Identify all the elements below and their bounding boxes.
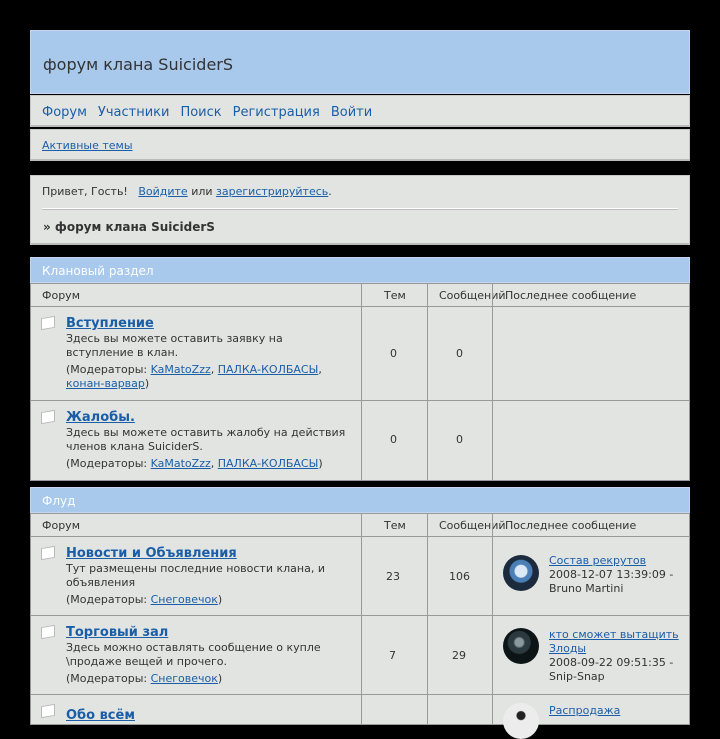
column-headers	[30, 513, 690, 537]
mods-suffix: )	[144, 377, 150, 390]
mods-prefix: (Модераторы:	[66, 457, 151, 470]
moderator-link[interactable]: ПАЛКА-КОЛБАСЫ	[217, 363, 319, 376]
forum-description	[66, 426, 346, 471]
forum-description	[66, 562, 346, 607]
or-text: или	[191, 185, 213, 198]
column-headers	[30, 283, 690, 307]
forum-link[interactable]: Торговый зал	[66, 625, 169, 640]
moderator-link[interactable]: конан-варвар	[66, 377, 145, 390]
last-post-link[interactable]: кто сможет вытащить Злоды	[549, 628, 679, 655]
last-post-meta: 2008-12-07 13:39:09 - Bruno Martini	[549, 568, 674, 595]
mods-prefix: (Модераторы:	[66, 672, 151, 685]
nav-members-link[interactable]: Участники	[97, 105, 170, 120]
nav-search-link[interactable]: Поиск	[180, 105, 222, 120]
forum-link[interactable]: Жалобы.	[66, 410, 135, 425]
moderator-link[interactable]: KaMatoZzz	[150, 363, 211, 376]
forum-row	[30, 401, 690, 481]
greeting: Привет, Гость!	[42, 185, 128, 198]
post-count: 29	[452, 649, 466, 662]
forum-status-icon	[41, 625, 55, 639]
category-header	[30, 257, 690, 283]
moderators: (Модераторы: KaMatoZzz, ПАЛКА-КОЛБАСЫ)	[66, 457, 323, 470]
main-nav	[30, 95, 690, 127]
mods-prefix: (Модераторы:	[66, 593, 151, 606]
col-posts: Сообщений	[439, 519, 506, 532]
forum-desc-text: Здесь можно оставлять сообщение о купле \продаже вещей и прочего.	[66, 641, 321, 668]
avatar[interactable]	[503, 555, 539, 591]
forum-link[interactable]: Новости и Объявления	[66, 546, 237, 561]
forum-link[interactable]: Обо всём	[66, 708, 135, 723]
topic-count: 7	[389, 649, 396, 662]
moderators	[66, 672, 346, 686]
forum-row	[30, 616, 690, 695]
moderator-link[interactable]: ПАЛКА-КОЛБАСЫ	[217, 457, 319, 470]
divider	[42, 208, 678, 210]
forum-header	[30, 30, 690, 94]
mods-suffix: )	[217, 593, 223, 606]
welcome-box	[30, 175, 690, 245]
nav-register-link[interactable]: Регистрация	[232, 105, 320, 120]
welcome-text	[42, 185, 332, 198]
forum-desc-text: Тут размещены последние новости клана, и объявления	[66, 562, 325, 589]
avatar[interactable]	[503, 628, 539, 664]
forum-description	[66, 332, 346, 391]
last-post	[549, 628, 689, 684]
post-count: 106	[449, 570, 470, 583]
moderators	[66, 593, 346, 607]
forum-status-icon	[41, 704, 55, 718]
category-clan	[30, 257, 690, 481]
sub-nav	[30, 129, 690, 161]
col-topics: Тем	[384, 289, 406, 302]
mods-suffix: )	[217, 672, 223, 685]
nav-forum-link[interactable]: Форум	[42, 105, 87, 120]
mods-prefix: (Модераторы:	[66, 363, 151, 376]
forum-status-icon	[41, 316, 55, 330]
forum-desc-text: Здесь вы можете оставить жалобу на действия членов клана SuiciderS.	[66, 426, 346, 453]
breadcrumb: » форум клана SuiciderS	[43, 220, 215, 234]
forum-row	[30, 695, 690, 725]
category-title: Клановый раздел	[42, 264, 154, 278]
post-count: 0	[456, 347, 463, 360]
moderators: (Модераторы: KaMatoZzz, ПАЛКА-КОЛБАСЫ, конан-варвар)	[66, 363, 322, 390]
category-header	[30, 487, 690, 513]
col-last: Последнее сообщение	[505, 519, 637, 532]
last-post-meta: 2008-09-22 09:51:35 - Snip-Snap	[549, 656, 674, 683]
forum-row	[30, 537, 690, 616]
greeting-end: .	[328, 185, 332, 198]
category-title: Флуд	[42, 494, 76, 508]
nav-login-link[interactable]: Войти	[330, 105, 373, 120]
active-topics-link[interactable]: Активные темы	[42, 139, 133, 152]
register-link[interactable]: зарегистрируйтесь	[216, 185, 329, 198]
last-post-link[interactable]: Распродажа	[549, 704, 621, 717]
col-forum: Форум	[42, 289, 80, 302]
last-post-link[interactable]: Состав рекрутов	[549, 554, 647, 567]
forum-row	[30, 307, 690, 401]
category-flood	[30, 487, 690, 723]
last-post	[549, 704, 689, 718]
mods-suffix: )	[318, 457, 323, 470]
col-forum: Форум	[42, 519, 80, 532]
forum-status-icon	[41, 410, 55, 424]
post-count: 0	[456, 433, 463, 446]
moderator-link[interactable]: Снеговечок	[150, 593, 218, 606]
login-link[interactable]: Войдите	[138, 185, 188, 198]
col-posts: Сообщений	[439, 289, 506, 302]
forum-title: форум клана SuiciderS	[43, 55, 234, 74]
moderator-link[interactable]: KaMatoZzz	[150, 457, 211, 470]
col-topics: Тем	[384, 519, 406, 532]
topic-count: 0	[390, 433, 397, 446]
avatar[interactable]	[503, 703, 539, 739]
topic-count: 23	[386, 570, 400, 583]
forum-desc-text: Здесь вы можете оставить заявку на вступление в клан.	[66, 332, 283, 359]
topic-count: 0	[390, 347, 397, 360]
col-last: Последнее сообщение	[505, 289, 637, 302]
last-post	[549, 554, 689, 596]
forum-status-icon	[41, 546, 55, 560]
forum-description	[66, 641, 346, 686]
forum-link[interactable]: Вступление	[66, 316, 154, 331]
moderator-link[interactable]: Снеговечок	[150, 672, 218, 685]
